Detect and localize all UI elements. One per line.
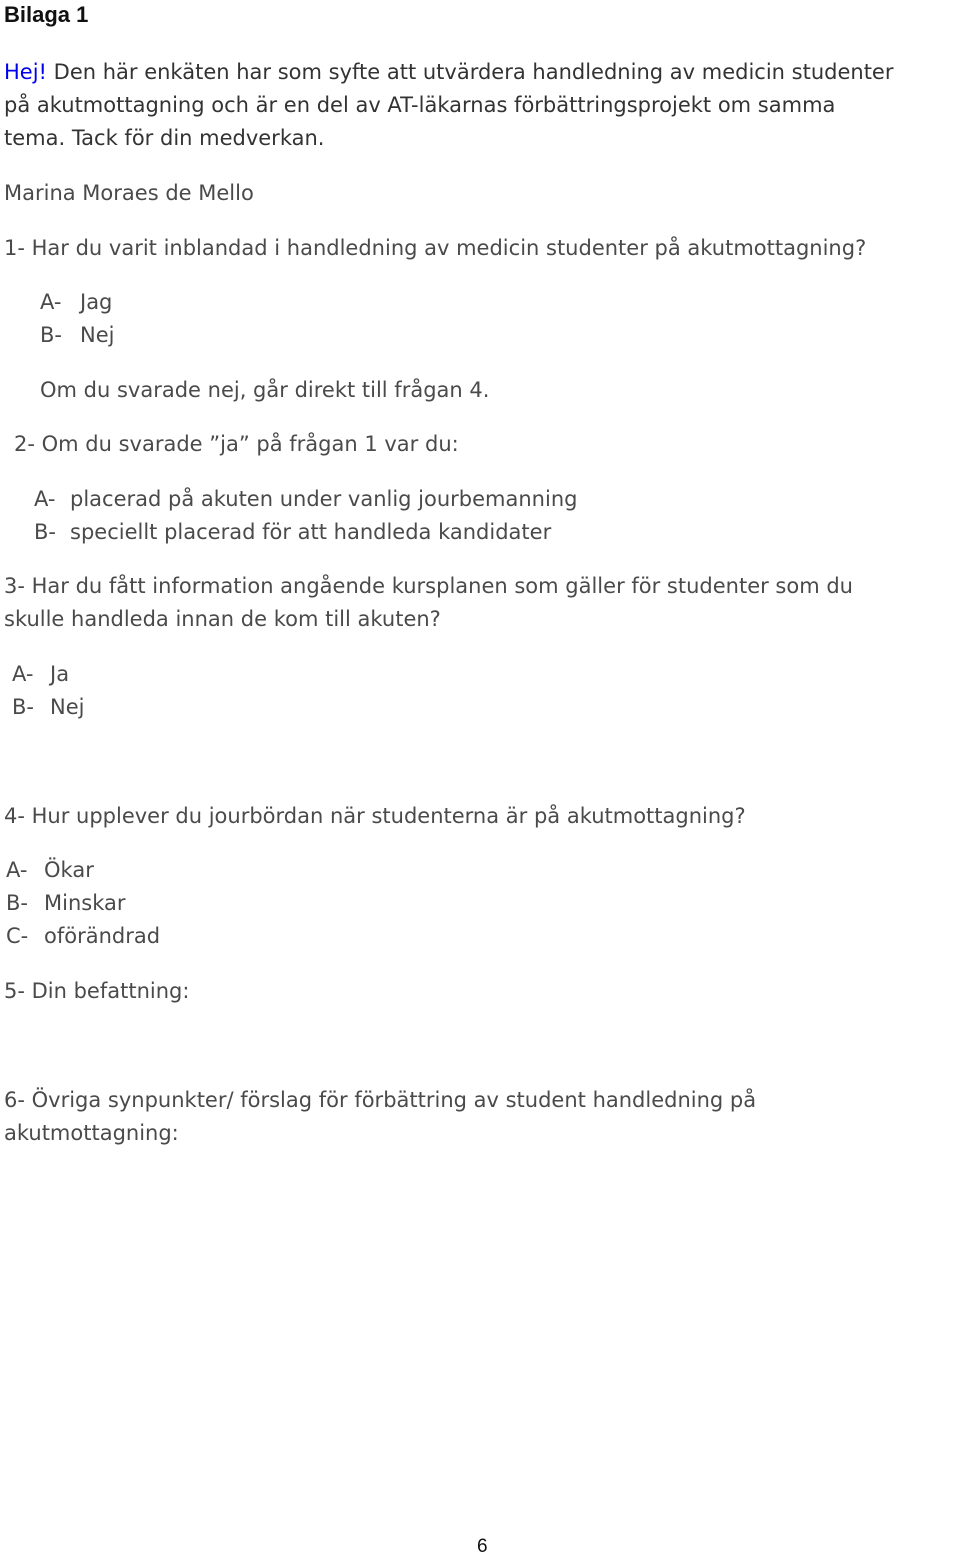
author-name: Marina Moraes de Mello <box>4 181 254 205</box>
question-6-line-2: akutmottagning: <box>4 1121 179 1145</box>
intro-line-3: tema. Tack för din medverkan. <box>4 126 325 150</box>
q1-option-a <box>40 287 112 317</box>
greeting-highlight: Hej! <box>4 60 47 84</box>
q3-option-a <box>12 659 69 689</box>
question-3-line-2: skulle handleda innan de kom till akuten? <box>4 607 441 631</box>
option-letter: A- <box>40 290 62 314</box>
q2-option-a <box>34 484 577 514</box>
q4-option-a <box>6 855 94 885</box>
page-number: 6 <box>477 1536 488 1557</box>
option-letter: B- <box>6 891 28 915</box>
option-text: placerad på akuten under vanlig jourbemanning <box>70 487 578 511</box>
option-letter: B- <box>34 520 56 544</box>
question-3-line-1: 3- Har du fått information angående kursplanen som gäller för studenter som du <box>4 574 853 598</box>
option-letter: A- <box>6 858 28 882</box>
option-letter: A- <box>12 662 34 686</box>
option-text: Nej <box>50 695 85 719</box>
intro-line-1 <box>4 57 893 87</box>
option-text: Ökar <box>44 858 94 882</box>
option-text: Nej <box>80 323 115 347</box>
q1-note: Om du svarade nej, går direkt till frågan 4. <box>40 378 490 402</box>
option-letter: C- <box>6 924 29 948</box>
option-text: speciellt placerad för att handleda kandidater <box>70 520 552 544</box>
question-6-line-1: 6- Övriga synpunkter/ förslag för förbättring av student handledning på <box>4 1088 757 1112</box>
intro-line-2: på akutmottagning och är en del av AT-läkarnas förbättringsprojekt om samma <box>4 93 836 117</box>
q4-option-c <box>6 921 160 951</box>
question-2: 2- Om du svarade ”ja” på frågan 1 var du: <box>14 432 459 456</box>
q1-option-b <box>40 320 114 350</box>
option-text: oförändrad <box>44 924 161 948</box>
q4-option-b <box>6 888 126 918</box>
question-5: 5- Din befattning: <box>4 979 190 1003</box>
page-title: Bilaga 1 <box>4 2 89 27</box>
q3-option-b <box>12 692 84 722</box>
question-1: 1- Har du varit inblandad i handledning av medicin studenter på akutmottagning? <box>4 236 867 260</box>
q2-option-b <box>34 517 551 547</box>
option-text: Ja <box>50 662 70 686</box>
question-4: 4- Hur upplever du jourbördan när studenterna är på akutmottagning? <box>4 804 746 828</box>
option-letter: B- <box>12 695 34 719</box>
option-letter: A- <box>34 487 56 511</box>
option-text: Jag <box>80 290 113 314</box>
option-letter: B- <box>40 323 62 347</box>
option-text: Minskar <box>44 891 126 915</box>
intro-line-1-text: Den här enkäten har som syfte att utvärdera handledning av medicin studenter <box>46 60 894 84</box>
